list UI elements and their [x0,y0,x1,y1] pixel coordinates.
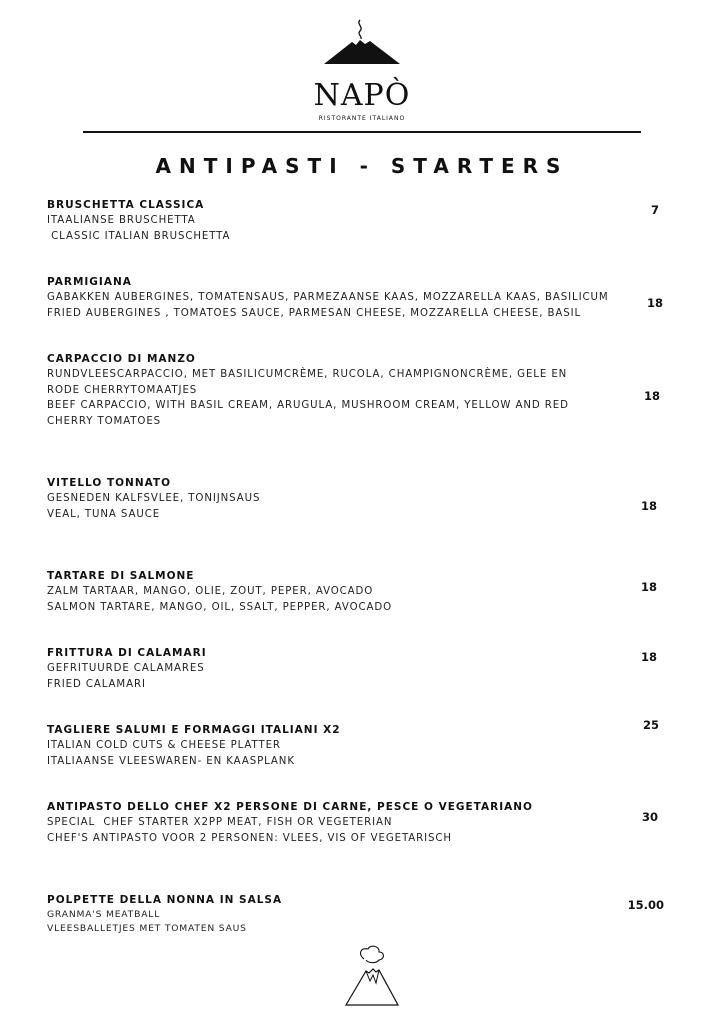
menu-item [47,352,595,429]
item-name: VITELLO TONNATO [47,477,172,489]
item-description-nl: ITAALIANSE BRUSCHETTA [47,215,196,226]
header-divider [83,131,641,133]
item-price: 18 [640,650,657,664]
menu-item [47,198,607,244]
item-name: FRITTURA DI CALAMARI [47,647,207,659]
item-price: 18 [646,296,663,310]
item-price: 18 [643,389,660,403]
item-price: 25 [642,718,659,732]
menu-item [47,476,607,522]
item-name: BRUSCHETTA CLASSICA [47,199,205,211]
item-name: TAGLIERE SALUMI E FORMAGGI ITALIANI X2 [47,724,341,736]
item-description-en: FRIED AUBERGINES , TOMATOES SAUCE, PARMESAN CHEESE, MOZZARELLA CHEESE, BASIL [47,307,582,319]
section-title: ANTIPASTI - STARTERS [155,154,569,178]
menu-item [47,893,607,936]
item-description-nl: CHEF'S ANTIPASTO VOOR 2 PERSONEN: VLEES, VIS OF VEGETARISCH [47,832,452,844]
menu-item [47,800,607,846]
item-name: TARTARE DI SALMONE [47,570,195,582]
volcano-footer-icon [344,945,400,1011]
item-description-en: GRANMA'S MEATBALL [47,909,161,920]
item-description-nl: ZALM TARTAAR, MANGO, OLIE, ZOUT, PEPER, AVOCADO [47,586,374,597]
item-price: 15.00 [627,898,664,912]
brand-subtitle: RISTORANTE ITALIANO [318,115,406,122]
item-name: POLPETTE DELLA NONNA IN SALSA [47,894,283,906]
item-description-nl: GABAKKEN AUBERGINES, TOMATENSAUS, PARMEZAANSE KAAS, MOZZARELLA KAAS, BASILICUM [47,292,609,303]
item-description-en: SPECIAL CHEF STARTER X2PP MEAT, FISH OR VEGETERIAN [47,817,393,828]
brand-name: NAPÒ [313,78,411,113]
restaurant-logo [300,18,424,122]
item-name: ANTIPASTO DELLO CHEF X2 PERSONE DI CARNE, PESCE O VEGETARIANO [47,801,533,813]
item-name: PARMIGIANA [47,276,132,288]
menu-item [47,275,627,321]
item-price: 18 [640,580,657,594]
item-description-nl: VLEESBALLETJES MET TOMATEN SAUS [47,923,247,934]
item-description-nl: GESNEDEN KALFSVLEE, TONIJNSAUS [47,493,261,504]
item-price: 30 [641,810,658,824]
item-description-nl: RUNDVLEESCARPACCIO, MET BASILICUMCRÈME, RUCOLA, CHAMPIGNONCRÈME, GELE EN RODE CHERRYTOMAATJES [47,369,572,396]
item-description-en: ITALIAN COLD CUTS & CHEESE PLATTER [47,740,281,751]
item-description-nl: ITALIAANSE VLEESWAREN- EN KAASPLANK [47,755,295,767]
menu-item [47,646,607,692]
item-name: CARPACCIO DI MANZO [47,353,196,365]
item-price: 7 [650,203,659,217]
menu-item [47,569,607,615]
item-description-en: BEEF CARPACCIO, WITH BASIL CREAM, ARUGULA, MUSHROOM CREAM, YELLOW AND RED CHERRY TOMATOES [47,400,573,427]
item-description-nl: GEFRITUURDE CALAMARES [47,663,205,674]
item-description-en: CLASSIC ITALIAN BRUSCHETTA [47,230,231,242]
item-description-en: FRIED CALAMARI [47,678,146,690]
menu-item [47,723,607,769]
volcano-logo-icon [322,18,402,66]
item-description-en: SALMON TARTARE, MANGO, OIL, SSALT, PEPPER, AVOCADO [47,601,393,613]
item-price: 18 [640,499,657,513]
item-description-en: VEAL, TUNA SAUCE [47,508,161,520]
